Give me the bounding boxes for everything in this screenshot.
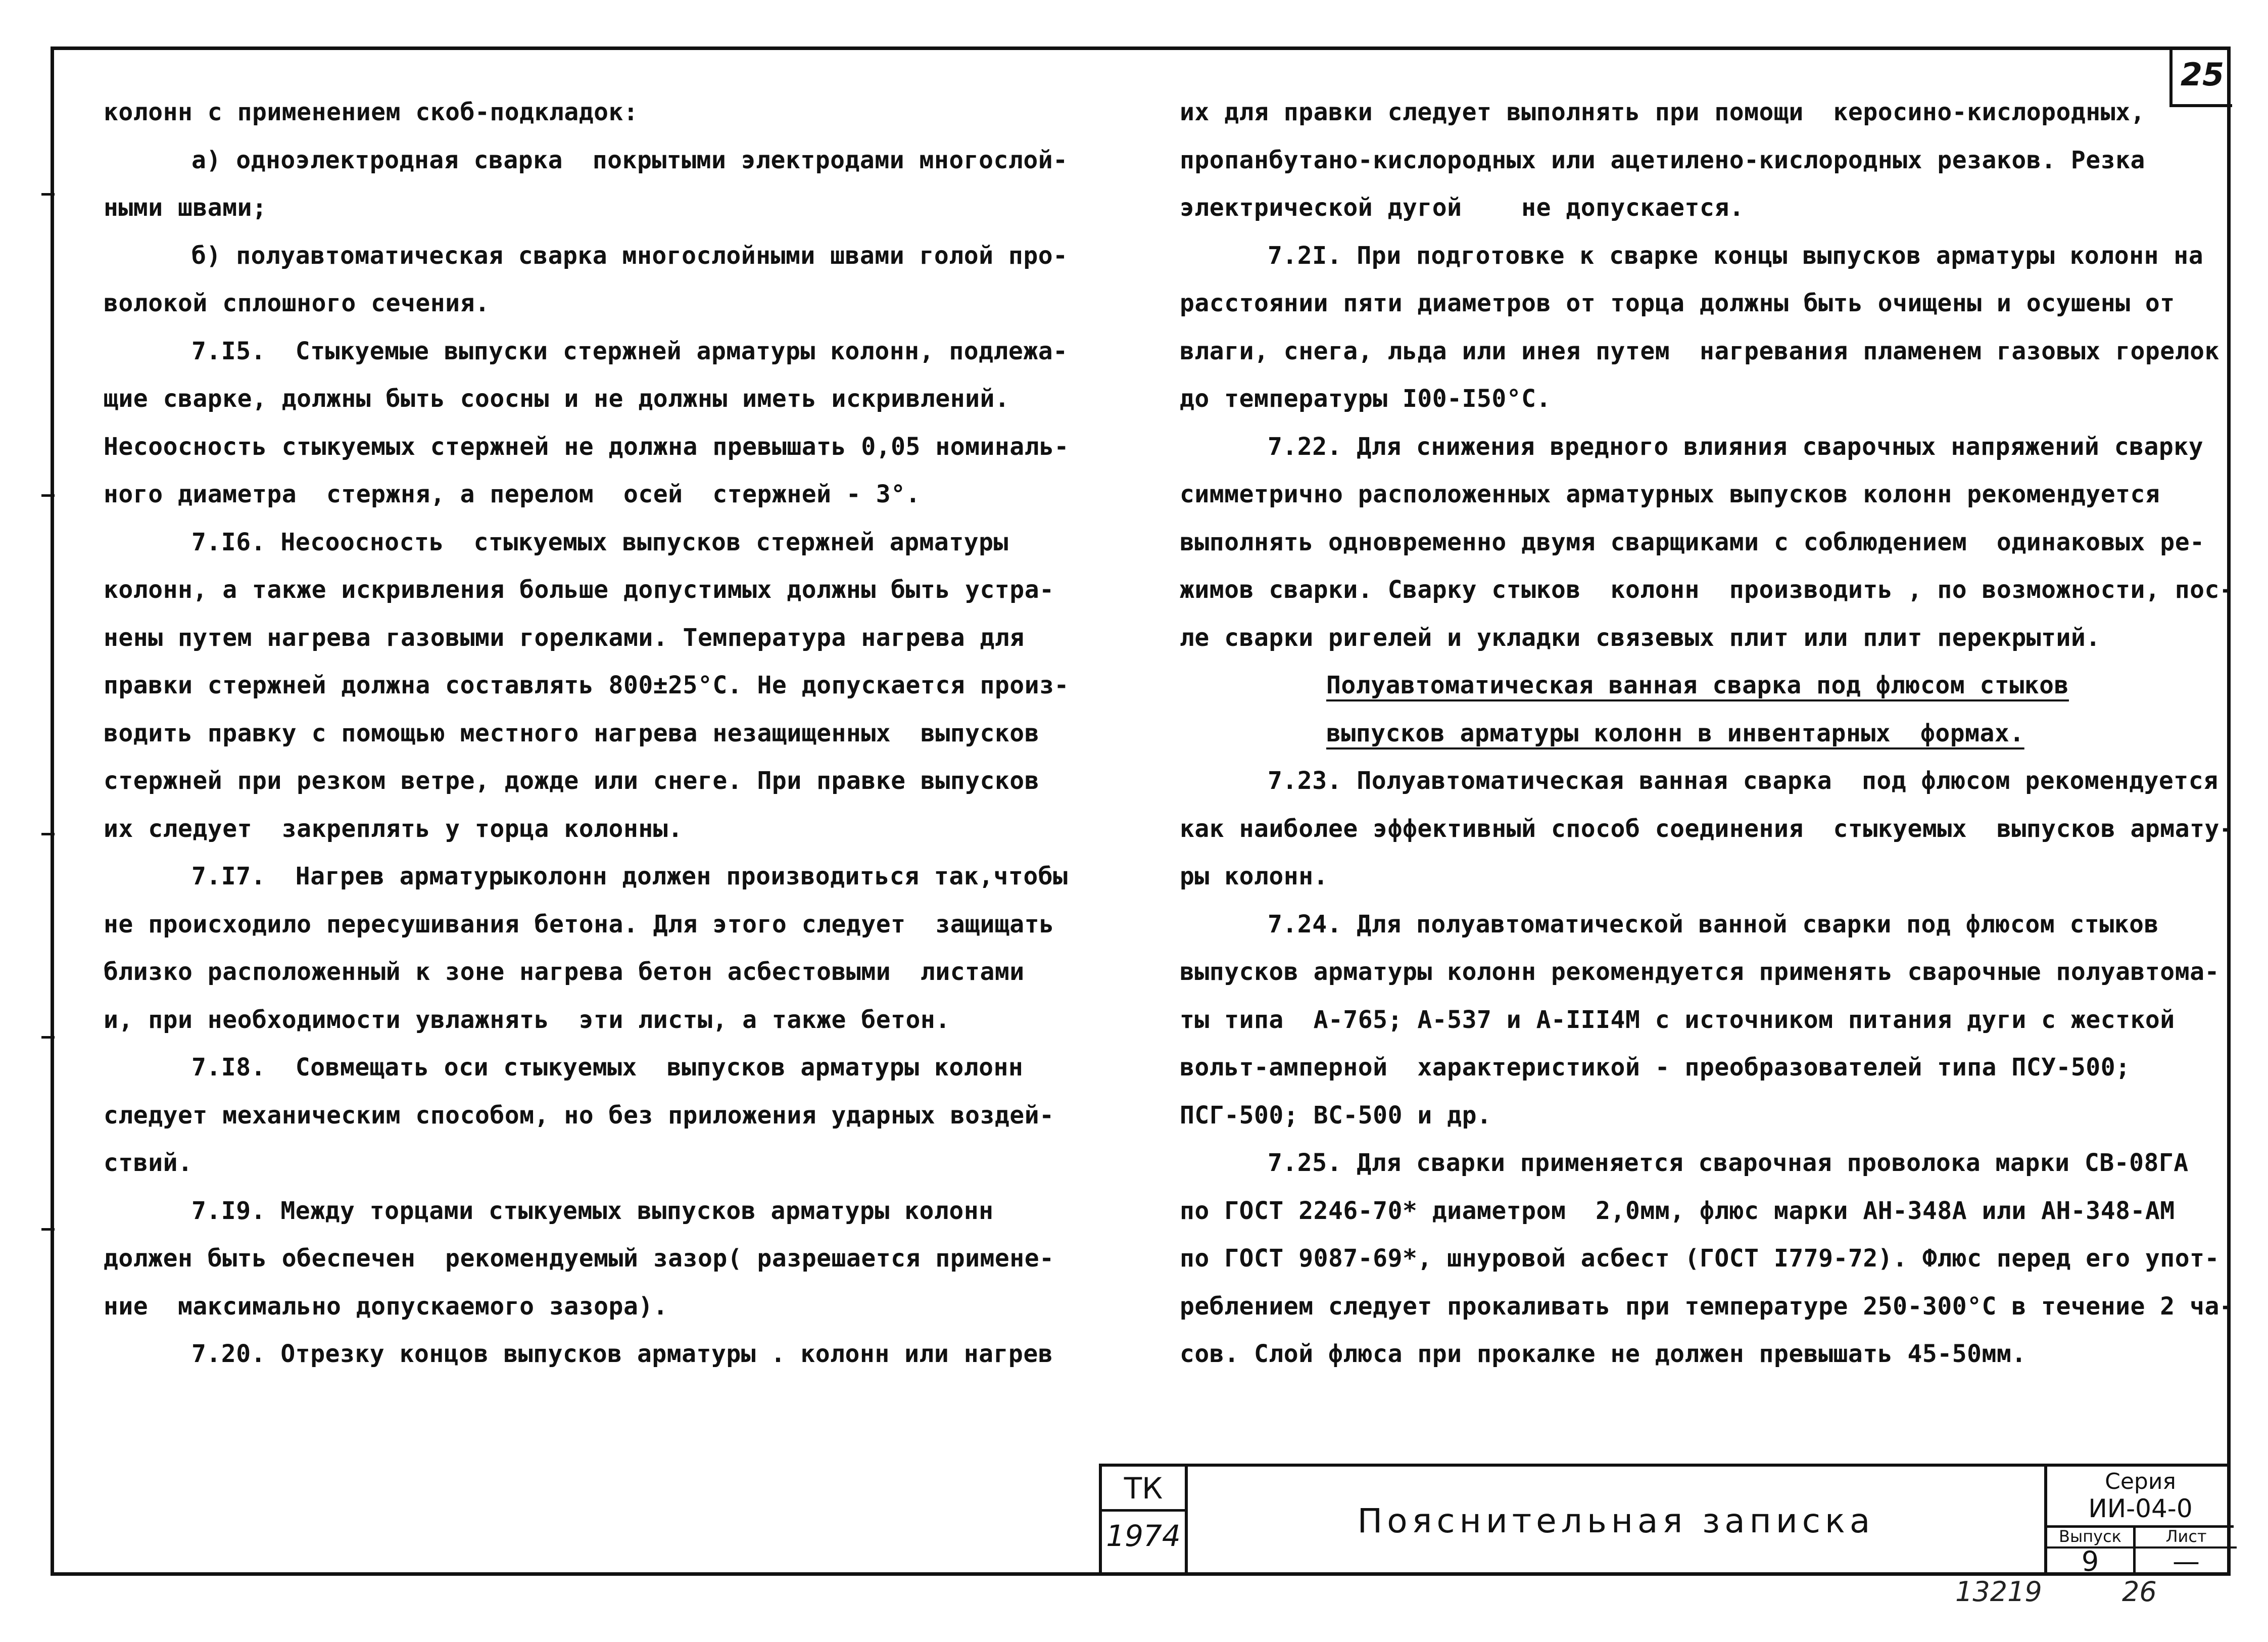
frame-tick: [41, 833, 55, 835]
frame-tick: [41, 1036, 55, 1039]
text-line: 7.2I. При подготовке к сварке концы выпусков арматуры колонн на: [1268, 241, 2204, 270]
text-line: и, при необходимости увлажнять эти листы, а также бетон.: [104, 1005, 950, 1034]
text-line: 7.I6. Несоосность стыкуемых выпусков стержней арматуры: [191, 528, 1008, 556]
text-line: сов. Слой флюса при прокалке не должен превышать 45-50мм.: [1180, 1340, 2026, 1368]
text-line: расстоянии пяти диаметров от торца должны быть очищены и осушены от: [1180, 289, 2175, 317]
text-line: ствий.: [104, 1149, 193, 1177]
text-line: до температуры I00-I50°С.: [1180, 385, 1551, 413]
left-text-column: [104, 88, 1094, 1378]
text-line: как наиболее эффективный способ соединения стыкуемых выпусков армату-: [1180, 814, 2235, 843]
text-line: должен быть обеспечен рекомендуемый зазор( разрешается примене-: [104, 1244, 1054, 1273]
right-text-column: [1180, 88, 2235, 1378]
text-line: 7.I9. Между торцами стыкуемых выпусков арматуры колонн: [191, 1196, 994, 1225]
text-line: водить правку с помощью местного нагрева незащищенных выпусков: [104, 719, 1040, 747]
text-line: ПСГ-500; ВС-500 и др.: [1180, 1101, 1492, 1130]
text-line: ние максимально допускаемого зазора).: [104, 1292, 668, 1321]
text-line: 7.I5. Стыкуемые выпуски стержней арматуры колонн, подлежа-: [191, 337, 1068, 365]
text-line: правки стержней должна составлять 800±25°С. Не допускается произ-: [104, 671, 1069, 699]
text-line: выпусков арматуры колонн рекомендуется применять сварочные полуавтома-: [1180, 958, 2219, 986]
text-line: ры колонн.: [1180, 862, 1328, 890]
text-line: не происходило пересушивания бетона. Для этого следует защищать: [104, 910, 1054, 939]
text-line: волокой сплошного сечения.: [104, 289, 490, 317]
text-line: пропанбутано-кислородных или ацетилено-кислородных резаков. Резка: [1180, 146, 2145, 174]
frame-tick: [41, 494, 55, 497]
series-value: ИИ-04-0: [2047, 1493, 2234, 1528]
frame-tick: [41, 1228, 55, 1231]
sheet-cell: [2136, 1526, 2237, 1575]
sheet-label: Лист: [2136, 1526, 2237, 1549]
text-line: реблением следует прокаливать при температуре 250-300°С в течение 2 ча-: [1180, 1292, 2235, 1321]
text-line: 7.I8. Совмещать оси стыкуемых выпусков арматуры колонн: [191, 1053, 1024, 1082]
title-block: [1099, 1464, 2231, 1577]
text-line: их следует закреплять у торца колонны.: [104, 814, 683, 843]
organization-code: ТК: [1102, 1468, 1185, 1512]
series-label: Серия: [2105, 1469, 2176, 1494]
frame-tick: [41, 193, 55, 196]
text-line: по ГОСТ 9087-69*, шнуровой асбест (ГОСТ I779-72). Флюс перед его упот-: [1180, 1244, 2219, 1273]
text-line: б) полуавтоматическая сварка многослойными швами голой про-: [191, 241, 1068, 270]
text-line: 7.20. Отрезку концов выпусков арматуры . колонн или нагрев: [191, 1340, 1053, 1368]
text-line: по ГОСТ 2246-70* диаметром 2,0мм, флюс марки АН-348А или АН-348-АМ: [1180, 1196, 2175, 1225]
text-line: жимов сварки. Сварку стыков колонн производить , по возможности, пос-: [1180, 576, 2235, 604]
text-line: вольт-амперной характеристикой - преобразователей типа ПСУ-500;: [1180, 1053, 2131, 1082]
document-title: Пояснительная записка: [1357, 1502, 1875, 1540]
page-number: 25: [2169, 46, 2232, 107]
sheet-value: —: [2173, 1545, 2200, 1577]
text-line: колонн с применением скоб-подкладок:: [104, 98, 639, 126]
text-line: их для правки следует выполнять при помощи керосино-кислородных,: [1180, 98, 2145, 126]
archive-number: 13219: [1955, 1576, 2042, 1608]
text-line: колонн, а также искривления больше допустимых должны быть устра-: [104, 576, 1054, 604]
text-line: нены путем нагрева газовыми горелками. Температура нагрева для: [104, 623, 1025, 652]
text-line: влаги, снега, льда или инея путем нагревания пламенем газовых горелок: [1180, 337, 2219, 365]
text-line: 7.24. Для полуавтоматической ванной сварки под флюсом стыков: [1268, 910, 2159, 939]
text-line: 7.25. Для сварки применяется сварочная проволока марки СВ-08ГА: [1268, 1149, 2189, 1177]
text-line: симметрично расположенных арматурных выпусков колонн рекомендуется: [1180, 480, 2160, 508]
text-line: Полуавтоматическая ванная сварка под флюсом стыков: [1326, 671, 2069, 699]
text-line: электрической дугой не допускается.: [1180, 194, 1745, 222]
issue-label: Выпуск: [2047, 1526, 2133, 1549]
text-line: выпусков арматуры колонн в инвентарных формах.: [1326, 719, 2024, 747]
text-line: стержней при резком ветре, дожде или снеге. При правке выпусков: [104, 767, 1040, 795]
organization-year: 1974: [1106, 1519, 1181, 1553]
text-line: ными швами;: [104, 194, 267, 222]
text-line: следует механическим способом, но без приложения ударных воздей-: [104, 1101, 1054, 1130]
text-line: выполнять одновременно двумя сварщиками с соблюдением одинаковых ре-: [1180, 528, 2205, 556]
text-line: 7.22. Для снижения вредного влияния сварочных напряжений сварку: [1268, 432, 2204, 461]
text-line: 7.I7. Нагрев арматурыколонн должен производиться так,чтобы: [191, 862, 1068, 890]
text-line: ты типа А-765; А-537 и А-III4М с источником питания дуги с жесткой: [1180, 1005, 2175, 1034]
issue-value: 9: [2081, 1545, 2099, 1577]
text-line: Несоосность стыкуемых стержней не должна превышать 0,05 номиналь-: [104, 432, 1069, 461]
sheet-mark: 26: [2122, 1576, 2157, 1608]
issue-cell: [2047, 1526, 2136, 1575]
text-line: 7.23. Полуавтоматическая ванная сварка под флюсом рекомендуется: [1268, 767, 2218, 795]
text-line: ле сварки ригелей и укладки связевых плит или плит перекрытий.: [1180, 623, 2101, 652]
series-info: [2044, 1467, 2234, 1577]
text-line: а) одноэлектродная сварка покрытыми электродами многослой-: [191, 146, 1068, 174]
text-line: ного диаметра стержня, а перелом осей стержней - 3°.: [104, 480, 921, 508]
text-line: близко расположенный к зоне нагрева бетон асбестовыми листами: [104, 958, 1025, 986]
organization-stamp: [1102, 1467, 1188, 1572]
text-line: щие сварке, должны быть соосны и не должны иметь искривлений.: [104, 385, 1010, 413]
